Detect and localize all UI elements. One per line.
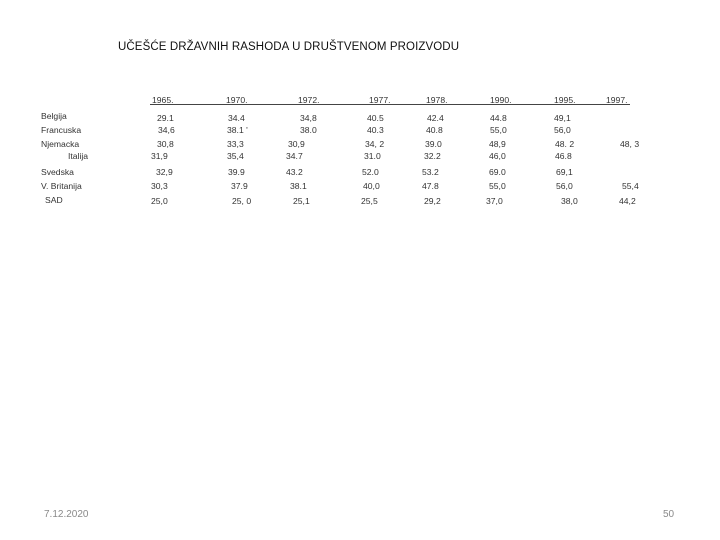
row-label: Francuska bbox=[41, 125, 82, 135]
table-cell: 39.0 bbox=[425, 139, 442, 149]
year-header: 1990. bbox=[490, 95, 512, 105]
year-header: 1997. bbox=[606, 95, 628, 105]
row-label: Njemacka bbox=[41, 139, 80, 149]
table-cell: 35,4 bbox=[227, 151, 244, 161]
table-cell: 40.8 bbox=[426, 125, 443, 135]
table-cell: 34, 2 bbox=[365, 139, 385, 149]
table-cell: 40,0 bbox=[363, 181, 380, 191]
table-cell: 34.7 bbox=[286, 151, 303, 161]
table-cell: 44,2 bbox=[619, 196, 636, 206]
table-cell: 33,3 bbox=[227, 139, 244, 149]
table-cell: 29,2 bbox=[424, 196, 441, 206]
table-cell: 46.8 bbox=[555, 151, 572, 161]
table-cell: 32.2 bbox=[424, 151, 441, 161]
table-cell: 48,9 bbox=[489, 139, 506, 149]
table-cell: 30,8 bbox=[157, 139, 174, 149]
table-cell: 25, 0 bbox=[232, 196, 252, 206]
row-label: Svedska bbox=[41, 167, 74, 177]
footer-date: 7.12.2020 bbox=[44, 509, 89, 520]
table-cell: 55,0 bbox=[490, 125, 507, 135]
table-cell: 34.4 bbox=[228, 113, 245, 123]
table-cell: 34,8 bbox=[300, 113, 317, 123]
table-cell: 32,9 bbox=[156, 167, 173, 177]
table-cell: 56,0 bbox=[556, 181, 573, 191]
year-header: 1995. bbox=[554, 95, 576, 105]
table-cell: 49,1 bbox=[554, 113, 571, 123]
row-label: Belgija bbox=[41, 111, 67, 121]
table-cell: 47.8 bbox=[422, 181, 439, 191]
table-cell: 37,0 bbox=[486, 196, 503, 206]
table-cell: 42.4 bbox=[427, 113, 444, 123]
table-cell: 56,0 bbox=[554, 125, 571, 135]
table-cell: 38.1 ' bbox=[227, 125, 248, 135]
table-cell: 25,5 bbox=[361, 196, 378, 206]
table-cell: 43.2 bbox=[286, 167, 303, 177]
year-header: 1965. bbox=[152, 95, 174, 105]
table-cell: 55,4 bbox=[622, 181, 639, 191]
table-cell: 46,0 bbox=[489, 151, 506, 161]
table-cell: 40.3 bbox=[367, 125, 384, 135]
table-cell: 38.1 bbox=[290, 181, 307, 191]
table-cell: 31,9 bbox=[151, 151, 168, 161]
table-cell: 44.8 bbox=[490, 113, 507, 123]
table-cell: 38,0 bbox=[561, 196, 578, 206]
table-cell: 30,3 bbox=[151, 181, 168, 191]
year-header: 1970. bbox=[226, 95, 248, 105]
page-number: 50 bbox=[663, 509, 675, 520]
table-cell: 48. 2 bbox=[555, 139, 575, 149]
table-cell: 39.9 bbox=[228, 167, 245, 177]
table-cell: 29.1 bbox=[157, 113, 174, 123]
table-cell: 34,6 bbox=[158, 125, 175, 135]
page-title: UČEŠĆE DRŽAVNIH RASHODA U DRUŠTVENOM PROIZVODU bbox=[118, 41, 460, 53]
row-label: SAD bbox=[45, 195, 63, 205]
table-cell: 48, 3 bbox=[620, 139, 640, 149]
row-label: V. Britanija bbox=[41, 181, 82, 191]
year-header: 1972. bbox=[298, 95, 320, 105]
table-cell: 37.9 bbox=[231, 181, 248, 191]
year-header: 1978. bbox=[426, 95, 448, 105]
table-cell: 25,1 bbox=[293, 196, 310, 206]
table-cell: 38.0 bbox=[300, 125, 317, 135]
row-label: Italija bbox=[68, 151, 89, 161]
table-cell: 31.0 bbox=[364, 151, 381, 161]
table-cell: 25,0 bbox=[151, 196, 168, 206]
table-cell: 30,9 bbox=[288, 139, 305, 149]
table-cell: 53.2 bbox=[422, 167, 439, 177]
table-cell: 52.0 bbox=[362, 167, 379, 177]
year-header: 1977. bbox=[369, 95, 391, 105]
table-cell: 69,1 bbox=[556, 167, 573, 177]
table-cell: 55,0 bbox=[489, 181, 506, 191]
table-cell: 69.0 bbox=[489, 167, 506, 177]
table-cell: 40.5 bbox=[367, 113, 384, 123]
